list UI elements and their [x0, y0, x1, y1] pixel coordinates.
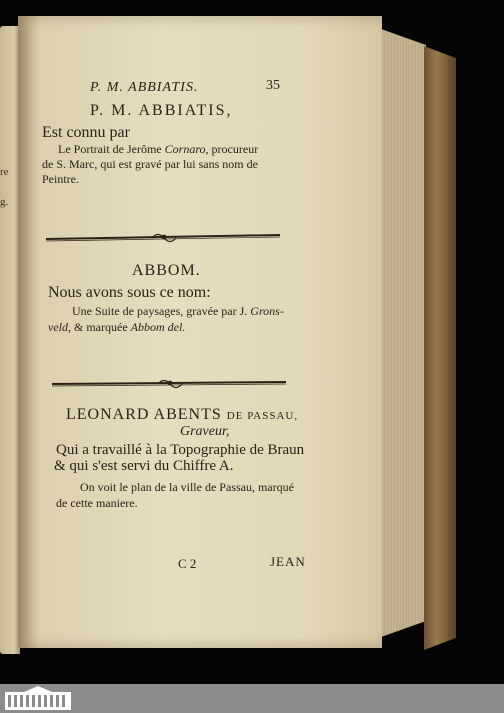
entry-lead: Qui a travaillé à la Topographie de Braun [56, 442, 305, 458]
entry-lead: Est connu par [42, 124, 130, 141]
left-page-edge [0, 26, 20, 654]
entry-text-line: Le Portrait de Jerôme Cornaro, procureur [58, 142, 259, 156]
entry-text-line: Peintre. [42, 172, 79, 186]
entry-lead: & qui s'est servi du Chiffre A. [54, 458, 234, 474]
entry-heading: ABBOM. [132, 262, 201, 279]
page-number: 35 [266, 78, 280, 93]
entry-text-line: Une Suite de paysages, gravée par J. Grons- [72, 304, 284, 318]
ornamental-rule [50, 376, 290, 390]
signature-mark: C 2 [178, 556, 197, 571]
entry-text-line: de cette maniere. [56, 496, 138, 510]
library-building-logo [4, 686, 72, 711]
catchword: JEAN [270, 554, 306, 569]
ornamental-rule [44, 231, 284, 245]
entry-text-line: veld, & marquée Abbom del. [48, 320, 186, 334]
running-title: P. M. ABBIATIS. [90, 80, 199, 95]
entry-lead: Nous avons sous ce nom: [48, 284, 211, 301]
entry-subheading: Graveur, [180, 424, 230, 439]
entry-text-line: de S. Marc, qui est gravé par lui sans nom de [42, 157, 258, 171]
book-cover-edge [424, 46, 456, 650]
left-page-fragment: re [0, 166, 9, 178]
entry-heading: P. M. ABBIATIS, [90, 102, 233, 119]
left-page-fragment: g. [0, 196, 9, 208]
archive-footer-bar [0, 684, 504, 713]
entry-heading: LEONARD ABENTS DE PASSAU, [66, 406, 299, 423]
entry-text-line: On voit le plan de la ville de Passau, marqué [80, 480, 294, 494]
